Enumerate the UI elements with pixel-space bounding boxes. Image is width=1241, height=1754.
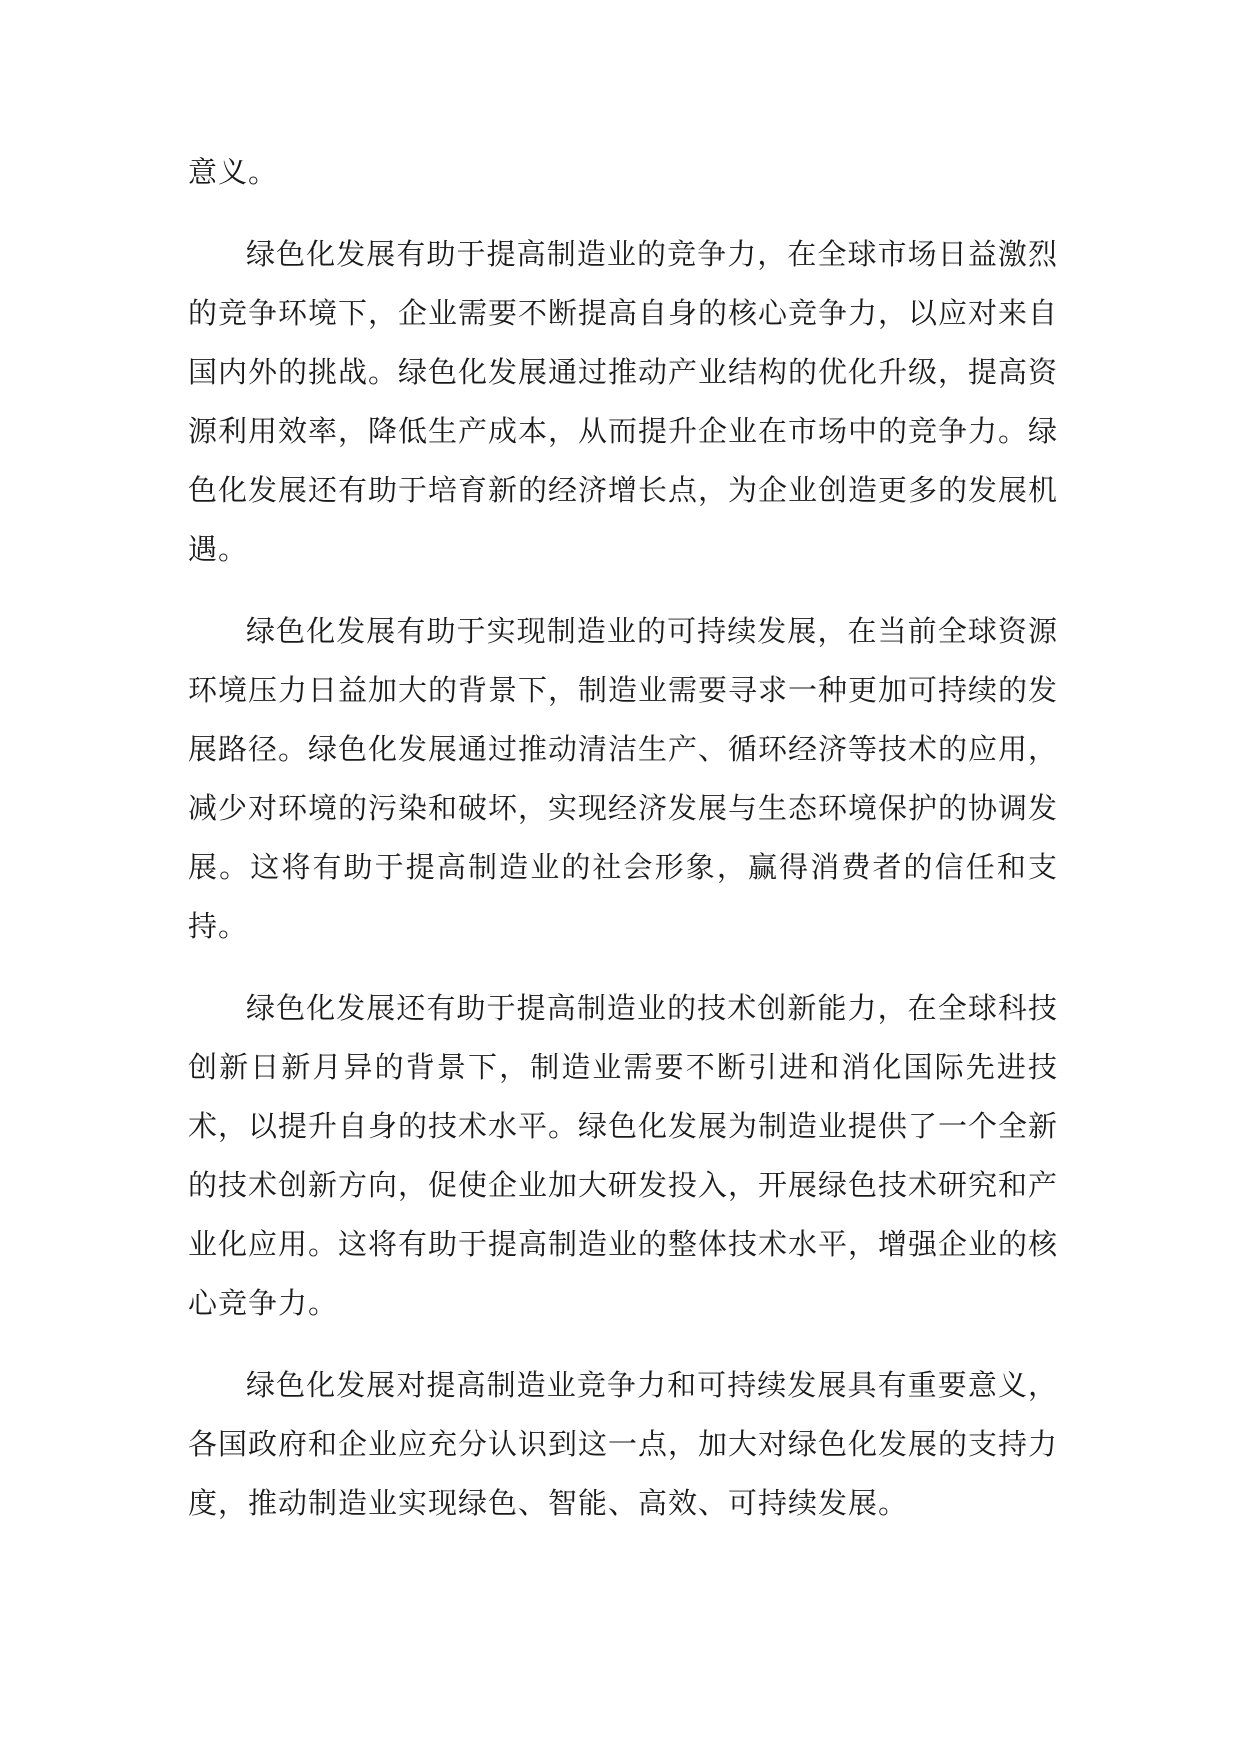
paragraph-competitiveness: 绿色化发展有助于提高制造业的竞争力，在全球市场日益激烈的竞争环境下，企业需要不断提高自身的核心竞争力，以应对来自国内外的挑战。绿色化发展通过推动产业结构的优化升级，提高资源利用效率，降低生产成本，从而提升企业在市场中的竞争力。绿色化发展还有助于培育新的经济增长点，为企业创造更多的发展机遇。 — [188, 237, 1059, 566]
paragraph-innovation: 绿色化发展还有助于提高制造业的技术创新能力，在全球科技创新日新月异的背景下，制造业需要不断引进和消化国际先进技术，以提升自身的技术水平。绿色化发展为制造业提供了一个全新的技术创新方向，促使企业加大研发投入，开展绿色技术研究和产业化应用。这将有助于提高制造业的整体技术水平，增强企业的核心竞争力。 — [188, 991, 1059, 1320]
paragraph-continuation: 意义。 — [188, 155, 279, 189]
paragraph-conclusion: 绿色化发展对提高制造业竞争力和可持续发展具有重要意义，各国政府和企业应充分认识到这一点，加大对绿色化发展的支持力度，推动制造业实现绿色、智能、高效、可持续发展。 — [188, 1368, 1059, 1520]
paragraph-sustainability: 绿色化发展有助于实现制造业的可持续发展，在当前全球资源环境压力日益加大的背景下，制造业需要寻求一种更加可持续的发展路径。绿色化发展通过推动清洁生产、循环经济等技术的应用，减少对环境的污染和破坏，实现经济发展与生态环境保护的协调发展。这将有助于提高制造业的社会形象，赢得消费者的信任和支持。 — [188, 614, 1059, 943]
document-body — [188, 143, 1058, 1556]
